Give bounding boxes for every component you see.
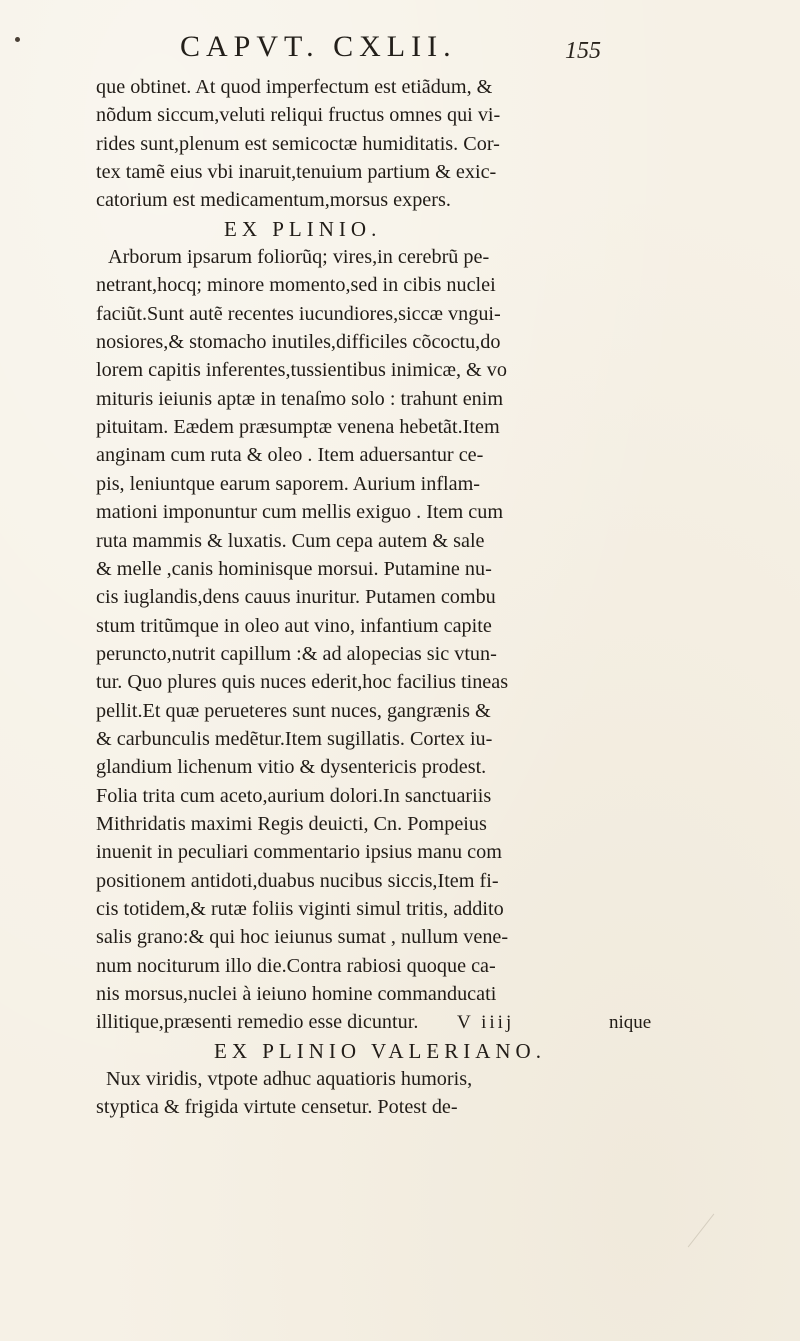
text-line: perunctо,nutrit capillum :& ad alopecias sic vtun-: [96, 642, 497, 665]
text-line: nõdum siccum,veluti reliqui fructus omnes qui vi-: [96, 104, 501, 127]
text-line: rides sunt,plenum est semicoctæ humiditatis. Cor-: [96, 132, 500, 155]
text-line: ruta mammis & luxatis. Cum cepa autem & sale: [96, 529, 485, 552]
text-line: glandium lichenum vitio & dysentericis prodest.: [96, 756, 487, 779]
text-line: mituris ieiunis aptæ in tenaſmo solo : trahunt enim: [96, 387, 504, 410]
running-head: CAPVT. CXLII.: [180, 30, 457, 63]
text-line: Mithridatis maximi Regis deuicti, Cn. Pompeius: [96, 812, 487, 835]
text-line: lorem capitis inferentes,tussientibus inimicæ, & vo: [96, 359, 507, 382]
text-line: Nux viridis, vtpote adhuc aquatioris humoris,: [106, 1068, 473, 1091]
text-line: nosiores,& stomacho inutiles,difficiles cõcoctu,do: [96, 331, 501, 354]
body-text: [96, 73, 716, 1122]
text-line: anginam cum ruta & oleo . Item aduersantur ce-: [96, 444, 484, 467]
text-line: faciũt.Sunt autẽ recentes iucundiores,siccæ vngui-: [96, 302, 501, 325]
text-line: nis morsus,nuclei à ieiuno homine commanducati: [96, 983, 497, 1005]
text-line: catorium est medicamentum,morsus expers.: [96, 189, 451, 212]
text-line: stum tritũmque in oleo aut vino, infantium capite: [96, 614, 492, 637]
text-line: cis iuglandis,dens cauus inuritur. Putamen combu: [96, 586, 496, 609]
text-line: netrant,hocq; minore momento,sed in cibis nuclei: [96, 274, 496, 297]
text-line: que obtinet. At quod imperfectum est etiãdum, &: [96, 76, 493, 98]
text-line: inuenit in peculiari commentario ipsius manu com: [96, 841, 502, 864]
page-header: [0, 22, 800, 62]
text-line: Arborum ipsarum foliorũq; vires,in cerebrũ pe-: [108, 246, 490, 269]
text-line: & carbunculis medẽtur.Item sugillatis. Cortex iu-: [96, 727, 493, 750]
text-line: tur. Quo plures quis nuces ederit,hoc facilius tineas: [96, 671, 509, 694]
signature-mark: V iiij: [457, 1012, 515, 1033]
text-line: Folia trita cum aceto,aurium dolori.In sanctuariis: [96, 784, 492, 807]
page-number: 155: [565, 38, 601, 64]
text-line: cis totidem,& rutæ foliis viginti simul tritis, addito: [96, 897, 504, 920]
text-line: pituitam. Eædem præsumptæ venena hebetãt.Item: [96, 416, 500, 439]
text-line: pis, leniuntque earum saporem. Aurium inflam-: [96, 472, 481, 495]
text-line: pellit.Et quæ perueteres sunt nuces, gangrænis &: [96, 699, 491, 722]
section-heading: EX PLINIO VALERIANO.: [214, 1038, 546, 1063]
text-line: styptica & frigida virtute censetur. Potest de-: [96, 1096, 458, 1119]
text-line: tex tamẽ eius vbi inaruit,tenuium partium & exic-: [96, 161, 497, 184]
text-line: salis grano:& qui hoc ieiunus sumat , nullum vene-: [96, 926, 509, 949]
text-line: & melle ,canis hominisque morsui. Putamine nu-: [96, 557, 492, 580]
section-heading: EX PLINIO.: [224, 216, 382, 241]
text-line: mationi imponuntur cum mellis exiguo . Item cum: [96, 501, 504, 524]
text-line: num nociturum illo die.Contra rabiosi quoque ca-: [96, 954, 496, 977]
paper-scratch: [688, 1214, 715, 1248]
text-line: positionem antidoti,duabus nucibus siccis,Item fi-: [96, 869, 499, 892]
page-footer: [0, 1012, 800, 1044]
catchword: nique: [609, 1012, 652, 1033]
text-line: illitique,præsenti remedio esse dicuntur.: [96, 1011, 419, 1034]
